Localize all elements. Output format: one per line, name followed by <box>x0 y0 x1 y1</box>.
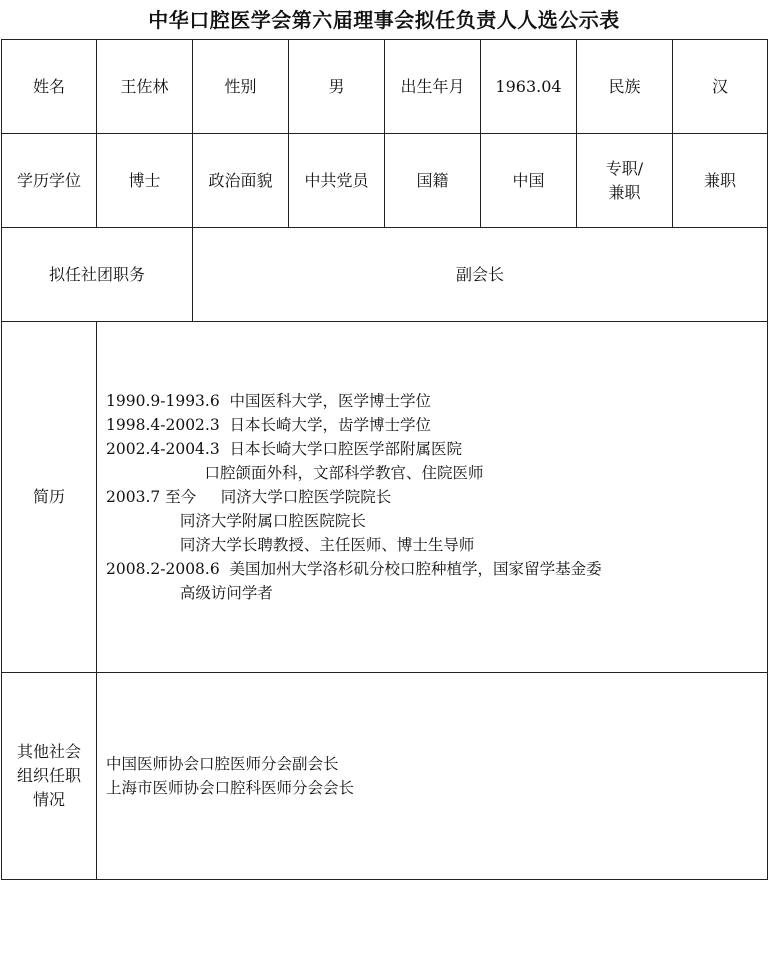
resume-row <box>2 322 768 673</box>
resume-line: 高级访问学者 <box>106 584 273 602</box>
other-positions-content <box>97 673 768 880</box>
fulltime-label-line2: 兼职 <box>608 182 641 202</box>
birth-label: 出生年月 <box>385 40 481 134</box>
nationality-label: 国籍 <box>385 134 481 228</box>
fulltime-value: 兼职 <box>673 134 768 228</box>
ethnicity-value: 汉 <box>673 40 768 134</box>
name-value: 王佐林 <box>97 40 193 134</box>
resume-line: 2002.4-2004.3 日本长崎大学口腔医学部附属医院 <box>106 440 463 458</box>
resume-line: 口腔颌面外科，文部科学教官、住院医师 <box>106 464 484 482</box>
gender-value: 男 <box>289 40 385 134</box>
other-positions-row <box>2 673 768 880</box>
resume-line: 1990.9-1993.6 中国医科大学，医学博士学位 <box>106 392 432 410</box>
nationality-value: 中国 <box>481 134 577 228</box>
education-label: 学历学位 <box>2 134 97 228</box>
other-positions-label <box>2 673 97 880</box>
other-label-line2: 组织任职 <box>16 766 81 785</box>
other-position-line: 中国医师协会口腔医师分会副会长 <box>106 755 339 773</box>
other-label-line1: 其他社会 <box>16 742 81 761</box>
political-label: 政治面貌 <box>193 134 289 228</box>
basic-info-row-2 <box>2 134 768 228</box>
resume-content <box>97 322 768 673</box>
position-value: 副会长 <box>193 228 768 322</box>
fulltime-label <box>577 134 673 228</box>
ethnicity-label: 民族 <box>577 40 673 134</box>
position-label: 拟任社团职务 <box>2 228 193 322</box>
other-position-line: 上海市医师协会口腔科医师分会会长 <box>106 779 355 797</box>
other-label-line3: 情况 <box>32 790 65 809</box>
name-label: 姓名 <box>2 40 97 134</box>
page-title: 中华口腔医学会第六届理事会拟任负责人人选公示表 <box>148 8 620 32</box>
fulltime-label-line1: 专职/ <box>605 158 644 178</box>
birth-value: 1963.04 <box>481 40 577 134</box>
resume-line: 同济大学附属口腔医院院长 <box>106 512 366 530</box>
basic-info-row-1 <box>2 40 768 134</box>
political-value: 中共党员 <box>289 134 385 228</box>
education-value: 博士 <box>97 134 193 228</box>
position-row <box>2 228 768 322</box>
resume-label: 简历 <box>2 322 97 673</box>
candidate-form-table <box>1 39 768 880</box>
resume-line: 2003.7 至今 同济大学口腔医学院院长 <box>106 488 392 506</box>
resume-line: 2008.2-2008.6 美国加州大学洛杉矶分校口腔种植学，国家留学基金委 <box>106 560 602 578</box>
gender-label: 性别 <box>193 40 289 134</box>
resume-line: 同济大学长聘教授、主任医师、博士生导师 <box>106 536 475 554</box>
resume-line: 1998.4-2002.3 日本长崎大学，齿学博士学位 <box>106 416 432 434</box>
